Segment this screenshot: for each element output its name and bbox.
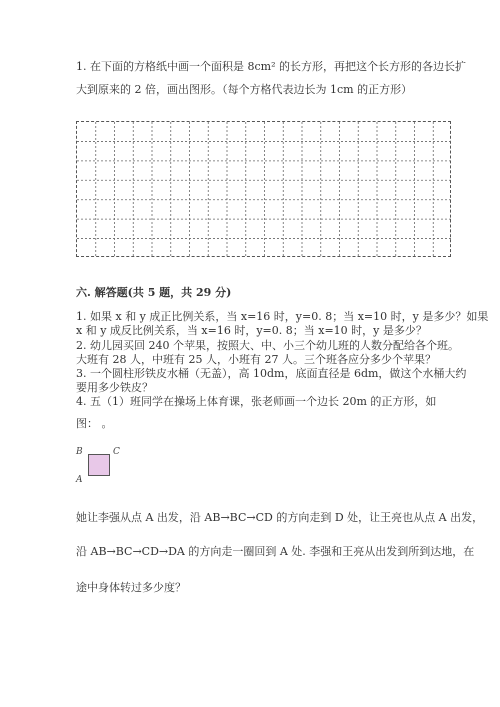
- problem-4-line2: 图： 。: [76, 417, 113, 430]
- problem-1-line2: x 和 y 成反比例关系，当 x=16 时，y=0. 8；当 x=10 时，y 是多少？: [76, 324, 427, 337]
- problem-2-line1: 2. 幼儿园买回 240 个苹果，按照大、中、小三个幼儿班的人数分配给各个班。: [76, 339, 459, 352]
- q1-line2: 大到原来的 2 倍，画出图形。（每个方格代表边长为 1cm 的正方形）: [76, 83, 413, 96]
- problem-3-line1: 3. 一个圆柱形铁皮水桶（无盖），高 10dm，底面直径是 6dm，做这个水桶大约: [76, 367, 467, 380]
- problem-4-text-line3: 途中身体转过多少度？: [76, 581, 186, 594]
- problem-2-line2: 大班有 28 人，中班有 25 人，小班有 27 人。三个班各应分多少个苹果？: [76, 353, 436, 366]
- problem-4-text-line1: 她让李强从点 A 出发，沿 AB→BC→CD 的方向走到 D 处，让王亮也从点 A 出发，: [76, 511, 484, 524]
- problem-3-line2: 要用多少铁皮？: [76, 381, 153, 394]
- vertex-c-label: C: [113, 447, 120, 457]
- square-figure: [75, 443, 135, 489]
- problem-4-line1: 4. 五（1）班同学在操场上体育课，张老师画一个边长 20m 的正方形，如: [76, 395, 437, 408]
- vertex-a-label: A: [76, 475, 83, 485]
- problem-4-text-line2: 沿 AB→BC→CD→DA 的方向走一圈回到 A 处. 李强和王亮从出发到所到达地，在: [76, 545, 475, 558]
- vertex-b-label: B: [76, 447, 83, 457]
- grid-paper: [76, 121, 451, 257]
- grid-lines: [77, 122, 452, 258]
- square-shape: [88, 454, 110, 476]
- section-title: 六. 解答题(共 5 题，共 29 分): [76, 286, 232, 299]
- q1-line1: 1. 在下面的方格纸中画一个面积是 8cm² 的长方形，再把这个长方形的各边长扩: [76, 60, 466, 73]
- problem-1-line1: 1. 如果 x 和 y 成正比例关系，当 x=16 时，y=0. 8；当 x=10 时，y 是多少？如果: [76, 310, 489, 323]
